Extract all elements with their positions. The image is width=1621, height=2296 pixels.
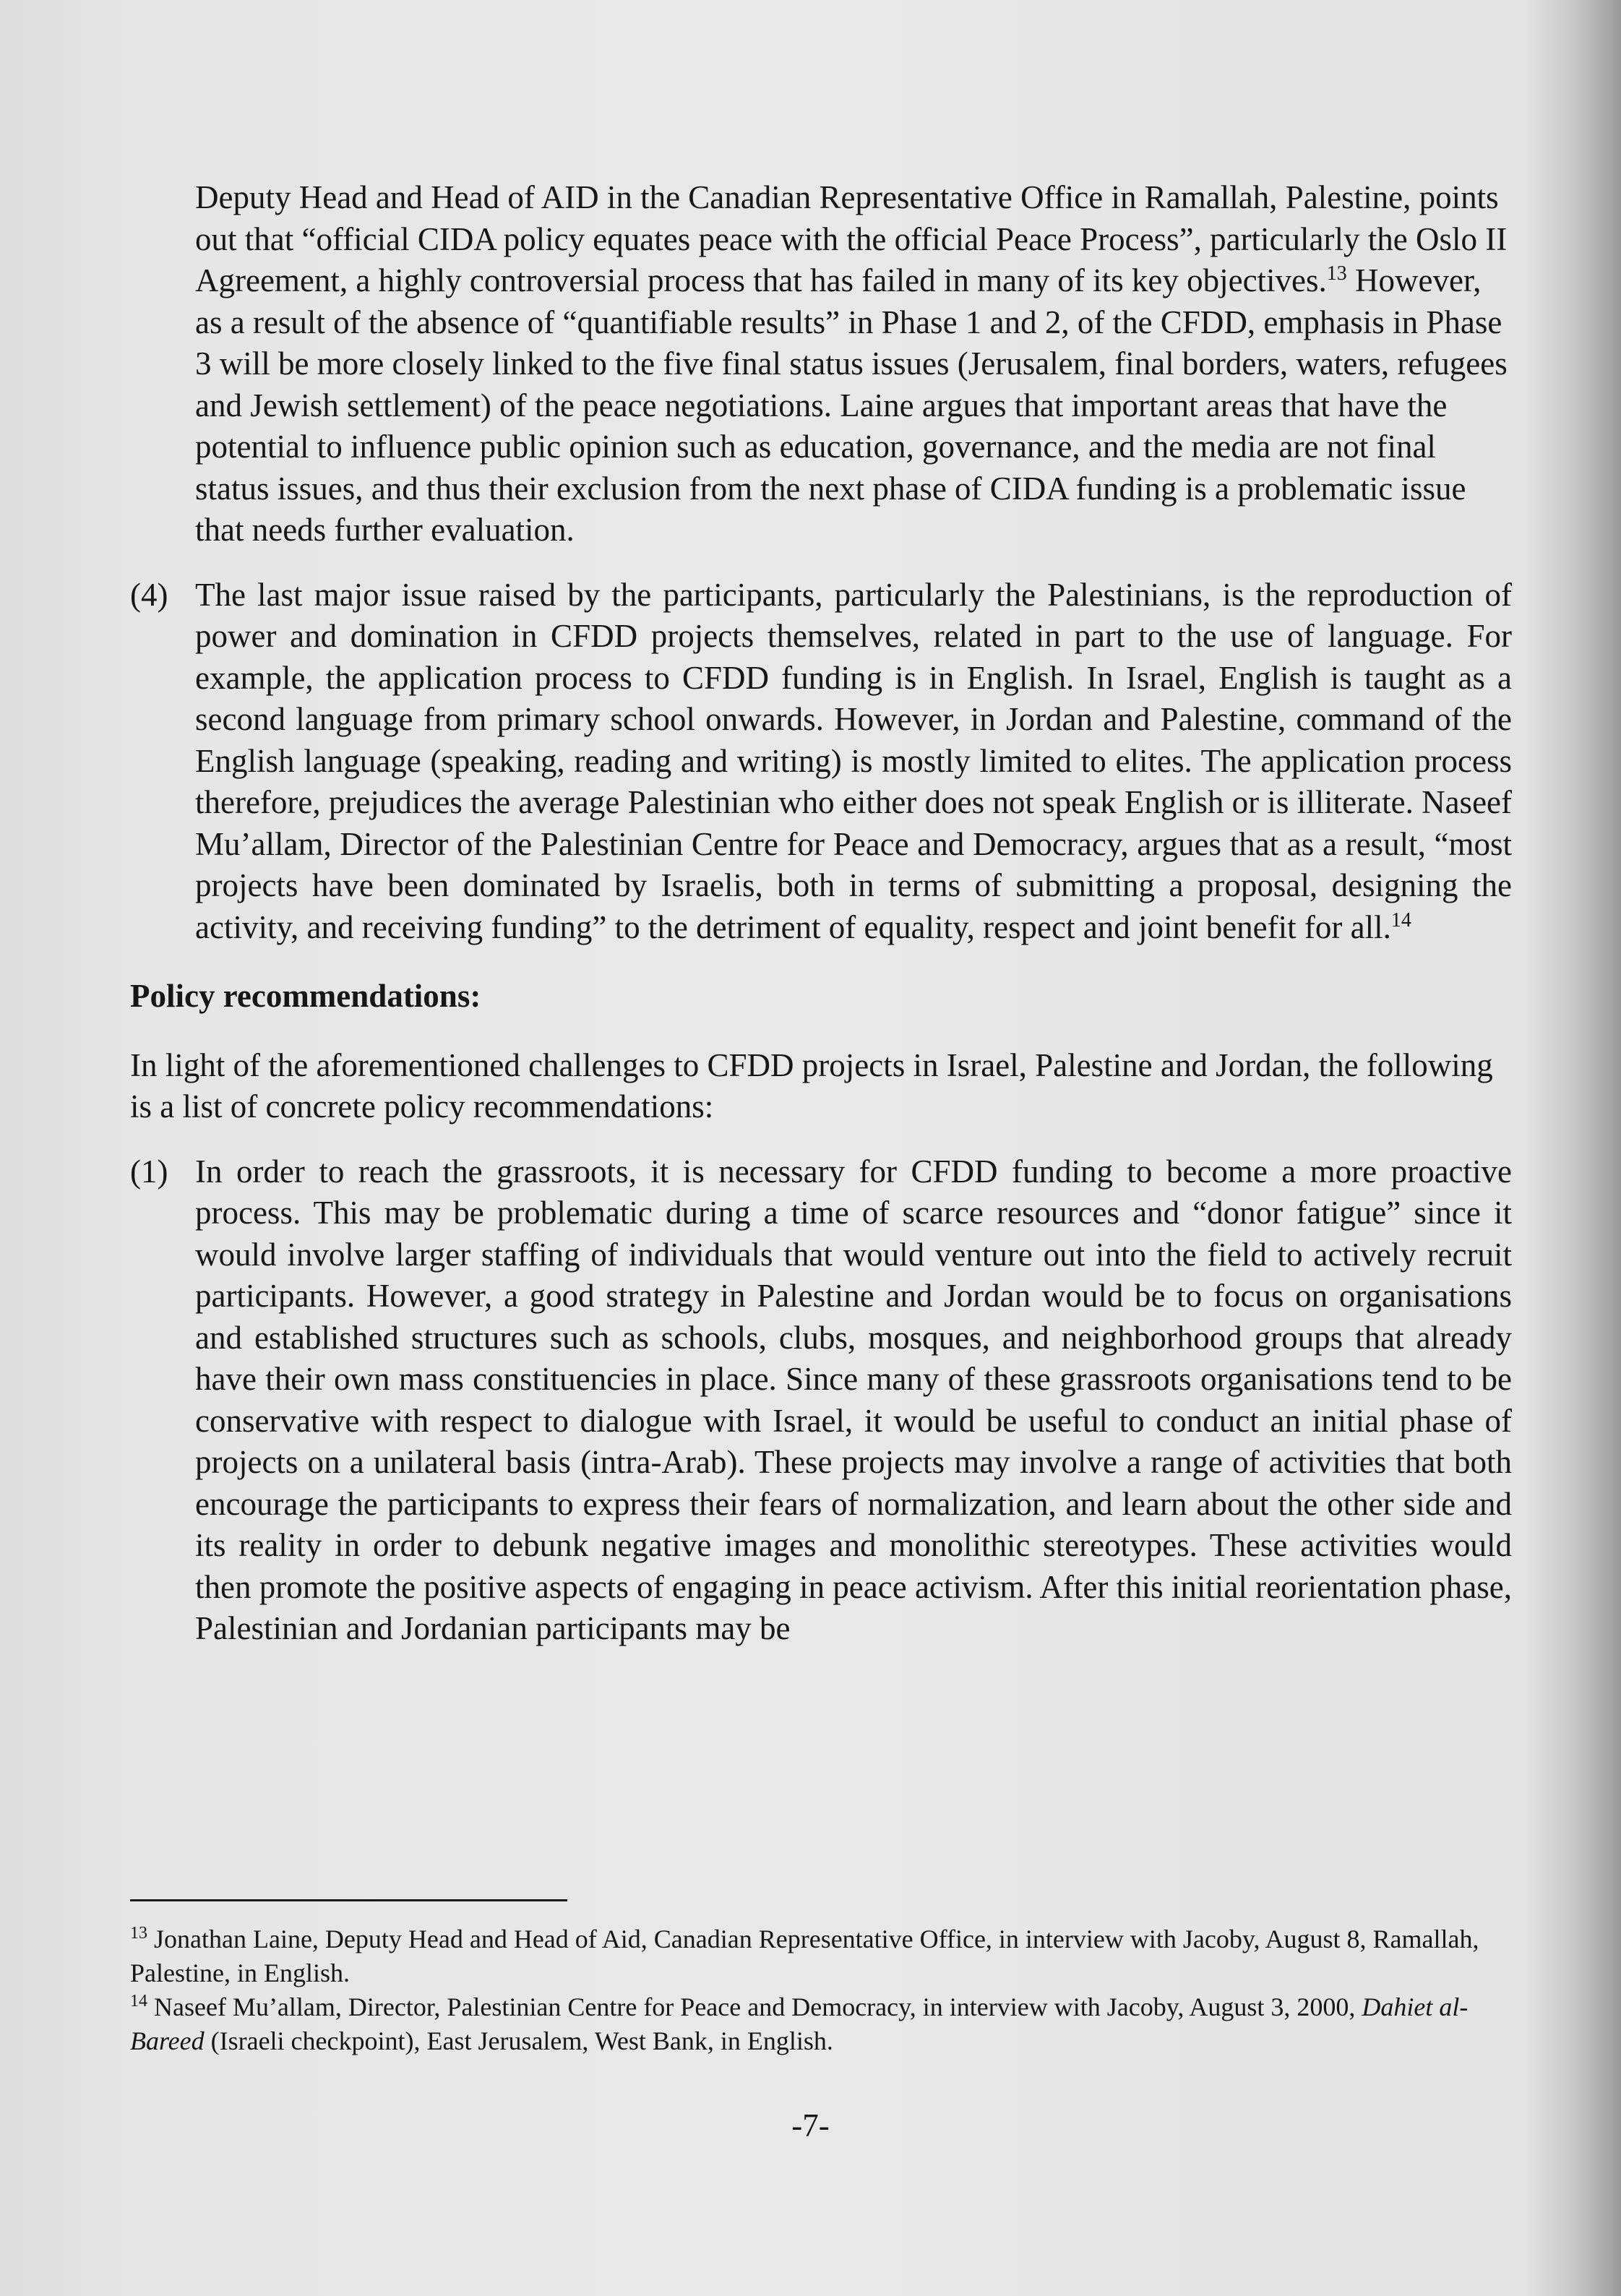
footnote-ref-14: 14	[1390, 908, 1411, 932]
footnote-divider	[130, 1899, 567, 1901]
footnote-italic-place: Dahiet al-Bareed	[130, 1992, 1469, 2055]
recommendation-item-1	[130, 1151, 1512, 1650]
footnote-13	[130, 1922, 1510, 1990]
recommendations-intro: In light of the aforementioned challenges to CFDD projects in Israel, Palestine and Jordan, the following is a list of concrete policy recommendations:	[130, 1046, 1493, 1125]
item-number: (4)	[130, 576, 168, 613]
item-number: (1)	[130, 1153, 168, 1190]
item-text: The last major issue raised by the participants, particularly the Palestinians, is the reproduction of power and domination in CFDD projects themselves, related in part to the use of language. For example, the application process to CFDD funding is in English. In Israel, English is taught as a second language from primary school onwards. However, in Jordan and Palestine, command of the English language (speaking, reading and writing) is mostly limited to elites. The application process therefore, prejudices the average Palestinian who either does not speak English or is illiterate. Naseef Mu’allam, Director of the Palestinian Centre for Peace and Democracy, argues that as a result, “most projects have been dominated by Israelis, both in terms of submitting a proposal, designing the activity, and receiving funding” to the detriment of equality, respect and joint benefit for all.	[195, 576, 1512, 945]
paragraph-text-continued: However, as a result of the absence of “quantifiable results” in Phase 1 and 2, of the CFDD, emphasis in Phase 3 will be more closely linked to the five final status issues (Jerusalem, final borders, waters, refugees and Jewish settlement) of the peace negotiations. Laine argues that important areas that have the potential to influence public opinion such as education, governance, and the media are not final status issues, and thus their exclusion from the next phase of CIDA funding is a problematic issue that needs further evaluation.	[195, 262, 1508, 548]
continuation-paragraph	[130, 177, 1512, 551]
footnote-number: 14	[130, 1992, 147, 2011]
footnote-ref-13: 13	[1326, 262, 1347, 285]
section-heading: Policy recommendations:	[130, 978, 481, 1014]
footnote-14	[130, 1990, 1510, 2058]
issue-item-4	[130, 575, 1512, 949]
footnote-text: Naseef Mu’allam, Director, Palestinian Centre for Peace and Democracy, in interview with Jacoby, August 3, 2000,	[147, 1992, 1362, 2021]
footnote-text-continued: (Israeli checkpoint), East Jerusalem, West Bank, in English.	[204, 2026, 833, 2055]
paragraph-text: Deputy Head and Head of AID in the Canadian Representative Office in Ramallah, Palestine, points out that “official CIDA policy equates peace with the official Peace Process”, particularly the Oslo II Agreement, a highly controversial process that has failed in many of its key objectives.	[195, 179, 1508, 298]
item-text: In order to reach the grassroots, it is necessary for CFDD funding to become a more proactive process. This may be problematic during a time of scarce resources and “donor fatigue” since it would involve larger staffing of individuals that would venture out into the field to actively recruit participants. However, a good strategy in Palestine and Jordan would be to focus on organisations and established structures such as schools, clubs, mosques, and neighborhood groups that already have their own mass constituencies in place. Since many of these grassroots organisations tend to be conservative with respect to dialogue with Israel, it would be useful to conduct an initial phase of projects on a unilateral basis (intra-Arab). These projects may involve a range of activities that both encourage the participants to express their fears of normalization, and learn about the other side and its reality in order to debunk negative images and monolithic stereotypes. These activities would then promote the positive aspects of engaging in peace activism. After this initial reorientation phase, Palestinian and Jordanian participants may be	[195, 1153, 1512, 1646]
body-text	[130, 177, 1512, 1650]
footnotes	[130, 1922, 1510, 2058]
footnote-number: 13	[130, 1924, 147, 1943]
page-number: -7-	[791, 2107, 830, 2144]
footnote-text: Jonathan Laine, Deputy Head and Head of Aid, Canadian Representative Office, in interview with Jacoby, August 8, Ramallah, Palestine, in English.	[130, 1925, 1479, 1987]
